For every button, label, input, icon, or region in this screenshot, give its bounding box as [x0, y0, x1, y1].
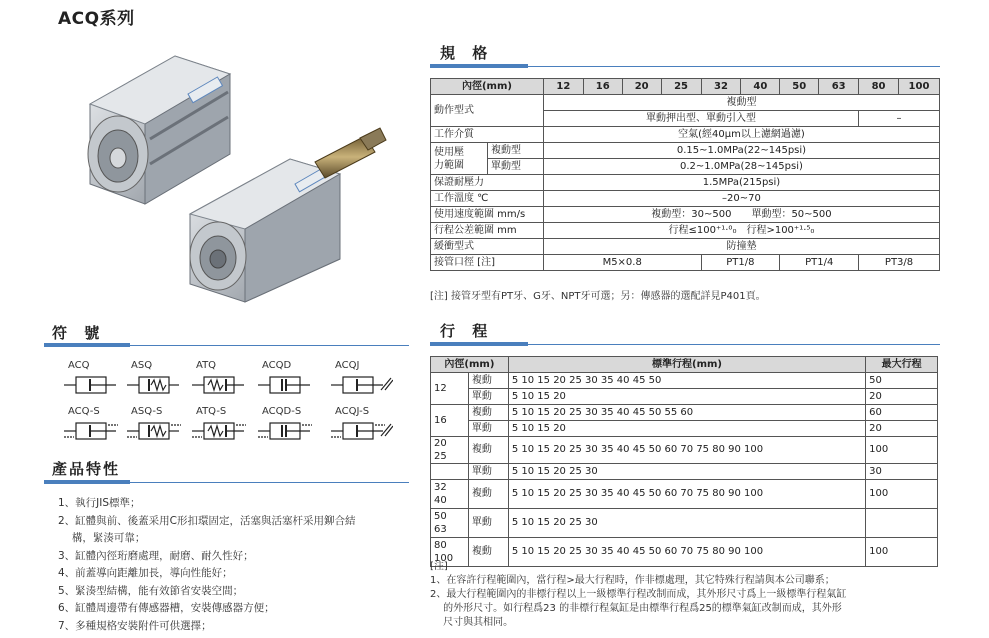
port-pt14: PT1/4 [780, 255, 859, 271]
stroke-bore-cell: 80 100 [431, 538, 469, 567]
stroke-std-cell: 5 10 15 20 25 30 35 40 45 50 55 60 [508, 405, 865, 421]
stroke-std-cell: 5 10 15 20 25 30 35 40 45 50 [508, 373, 865, 389]
stroke-type-cell: 單動 [468, 421, 508, 437]
stroke-max-cell: 100 [866, 437, 938, 464]
stroke-max-cell: 20 [866, 389, 938, 405]
features-section-line [44, 482, 409, 483]
stroke-row [431, 373, 938, 389]
symbol-label: ACQ [68, 360, 90, 371]
stroke-std-cell: 5 10 15 20 25 30 [508, 509, 865, 538]
spec-header-row [431, 79, 940, 95]
cushion-label: 緩衝型式 [431, 239, 544, 255]
cushion-value: 防撞墊 [543, 239, 939, 255]
pressure-label [431, 143, 488, 175]
proof-label: 保證耐壓力 [431, 175, 544, 191]
stroke-std-cell: 5 10 15 20 25 30 35 40 45 50 60 70 75 80 90 100 [508, 437, 865, 464]
stroke-type-cell: 單動 [468, 464, 508, 480]
bore-cell: 80 [859, 79, 899, 95]
spec-note: [注] 接管牙型有PT牙、G牙、NPT牙可選；另：傳感器的選配詳見P401頁。 [430, 291, 766, 302]
symbol-label: ASQ-S [131, 406, 163, 417]
stroke-type-cell: 單動 [468, 389, 508, 405]
action-single-na: – [859, 111, 940, 127]
stroke-max-cell: 100 [866, 538, 938, 567]
cylinder-symbol-icon [329, 420, 393, 442]
speed-value: 複動型：30~500 單動型：50~500 [543, 207, 939, 223]
stroke-type-cell: 複動 [468, 480, 508, 509]
speed-label: 使用速度範圍 mm/s [431, 207, 544, 223]
symbol-label: ACQ-S [68, 406, 100, 417]
temp-label: 工作溫度 ℃ [431, 191, 544, 207]
bore-cell: 20 [622, 79, 661, 95]
symbol-section-title: 符 號 [52, 324, 106, 342]
stroke-bore-cell: 12 [431, 373, 469, 405]
feature-item: 5、緊湊型結構，能有效節省安裝空間； [58, 584, 244, 597]
symbol-label: ATQ [196, 360, 217, 371]
stroke-section-line [430, 344, 940, 345]
stroke-header-row [431, 357, 938, 373]
pressure-label-line2: 力範圍 [434, 159, 464, 171]
spec-header-label: 內徑(mm) [431, 79, 544, 95]
stroke-row [431, 480, 938, 509]
spec-table [430, 78, 940, 271]
stroke-type-cell: 複動 [468, 437, 508, 464]
cylinder-symbol-icon [125, 374, 189, 396]
feature-item: 4、前蓋導向距離加長，導向性能好； [58, 567, 233, 579]
pressure-single-value: 0.2~1.0MPa(28~145psi) [543, 159, 939, 175]
stroke-header-max: 最大行程 [866, 357, 938, 373]
stroke-row [431, 464, 938, 480]
pressure-single-label: 單動型 [487, 159, 543, 175]
cylinder-symbol-icon [256, 420, 320, 442]
port-pt38: PT3/8 [859, 255, 940, 271]
stroke-row [431, 437, 938, 464]
symbol-label: ATQ-S [196, 406, 227, 417]
stroke-note-line: 1、在容許行程範圍內，當行程>最大行程時，作非標處理，其它特殊行程請與本公司聯系； [430, 575, 835, 586]
stroke-max-cell: 30 [866, 464, 938, 480]
cylinder-symbol-icon [125, 420, 189, 442]
cylinder-symbol-icon [62, 374, 126, 396]
stroke-bore-cell: 32 40 [431, 480, 469, 509]
stroke-note-line: 的外形尺寸。如行程爲23 的非標行程氣缸是由標準行程爲25的標準氣缸改制而成，其外形 [430, 603, 842, 614]
feature-item: 6、缸體周邊帶有傳感器槽，安裝傳感器方便； [58, 602, 275, 614]
bore-cell: 12 [543, 79, 583, 95]
pressure-double-label: 複動型 [487, 143, 543, 159]
stroke-row [431, 405, 938, 421]
stroke-table [430, 356, 938, 567]
spec-section-line [430, 66, 940, 67]
symbol-grid [0, 0, 430, 460]
stroke-header-bore: 內徑(mm) [431, 357, 509, 373]
tolerance-value: 行程≤100⁺¹·⁰₀ 行程>100⁺¹·⁵₀ [543, 223, 939, 239]
medium-label: 工作介質 [431, 127, 544, 143]
stroke-type-cell: 單動 [468, 509, 508, 538]
spec-section-title: 規 格 [440, 44, 494, 62]
action-single-value: 單動押出型、單動引入型 [543, 111, 858, 127]
stroke-note-line: 2、最大行程範圍內的非標行程以上一級標準行程改制而成，其外形尺寸爲上一級標準行程氣缸 [430, 589, 847, 600]
stroke-row [431, 421, 938, 437]
feature-item: 2、缸體與前、後蓋采用C形扣環固定，活塞與活塞杆采用鉚合結 [58, 514, 356, 527]
stroke-max-cell: 20 [866, 421, 938, 437]
feature-item: 3、缸體內徑珩磨處理，耐磨、耐久性好； [58, 549, 254, 562]
stroke-note-line: [注] [430, 561, 448, 572]
temp-value: –20~70 [543, 191, 939, 207]
page-title: ACQ系列 [58, 9, 135, 29]
stroke-bore-cell: 50 63 [431, 509, 469, 538]
symbol-label: ACQJ-S [335, 406, 370, 417]
tolerance-label: 行程公差範圍 mm [431, 223, 544, 239]
stroke-max-cell: 50 [866, 373, 938, 389]
port-label: 接管口徑 [注] [431, 255, 544, 271]
symbol-label: ACQJ [335, 360, 360, 371]
symbol-label: ACQD-S [262, 406, 302, 417]
stroke-max-cell: 100 [866, 480, 938, 509]
stroke-row [431, 509, 938, 538]
stroke-max-cell [866, 509, 938, 538]
bore-cell: 40 [741, 79, 780, 95]
stroke-std-cell: 5 10 15 20 25 30 [508, 464, 865, 480]
action-type-label: 動作型式 [431, 95, 544, 127]
stroke-header-std: 標準行程(mm) [508, 357, 865, 373]
stroke-section-title: 行 程 [440, 322, 494, 340]
stroke-row [431, 389, 938, 405]
action-double-value: 複動型 [543, 95, 939, 111]
bore-cell: 63 [819, 79, 859, 95]
stroke-notes [430, 560, 950, 630]
pressure-double-value: 0.15~1.0MPa(22~145psi) [543, 143, 939, 159]
stroke-type-cell: 複動 [468, 405, 508, 421]
cylinder-symbol-icon [190, 374, 254, 396]
feature-item: 7、多種規格安裝附件可供選擇； [58, 619, 212, 632]
port-m5: M5×0.8 [543, 255, 701, 271]
stroke-std-cell: 5 10 15 20 25 30 35 40 45 50 60 70 75 80 90 100 [508, 538, 865, 567]
stroke-note-line: 尺寸與其相同。 [430, 617, 514, 628]
stroke-bore-cell [431, 464, 469, 480]
bore-cell: 32 [701, 79, 741, 95]
stroke-std-cell: 5 10 15 20 25 30 35 40 45 50 60 70 75 80 90 100 [508, 480, 865, 509]
stroke-bore-cell: 16 [431, 405, 469, 437]
stroke-std-cell: 5 10 15 20 [508, 389, 865, 405]
pressure-label-line1: 使用壓 [434, 146, 464, 158]
features-list [58, 495, 418, 635]
cylinder-symbol-icon [256, 374, 320, 396]
cylinder-symbol-icon [190, 420, 254, 442]
bore-cell: 16 [583, 79, 622, 95]
feature-item: 構，緊湊可靠； [58, 532, 146, 544]
port-pt18: PT1/8 [701, 255, 780, 271]
symbol-label: ASQ [131, 360, 153, 371]
cylinder-symbol-icon [62, 420, 126, 442]
stroke-std-cell: 5 10 15 20 [508, 421, 865, 437]
stroke-type-cell: 複動 [468, 373, 508, 389]
bore-cell: 25 [661, 79, 701, 95]
bore-cell: 100 [898, 79, 939, 95]
symbol-label: ACQD [262, 360, 292, 371]
features-section-title: 產品特性 [52, 460, 121, 478]
stroke-bore-cell: 20 25 [431, 437, 469, 464]
bore-cell: 50 [780, 79, 819, 95]
feature-item: 1、執行JIS標準； [58, 497, 141, 509]
cylinder-symbol-icon [329, 374, 393, 396]
stroke-type-cell: 複動 [468, 538, 508, 567]
proof-value: 1.5MPa(215psi) [543, 175, 939, 191]
medium-value: 空氣(經40μm以上濾網過濾) [543, 127, 939, 143]
stroke-max-cell: 60 [866, 405, 938, 421]
